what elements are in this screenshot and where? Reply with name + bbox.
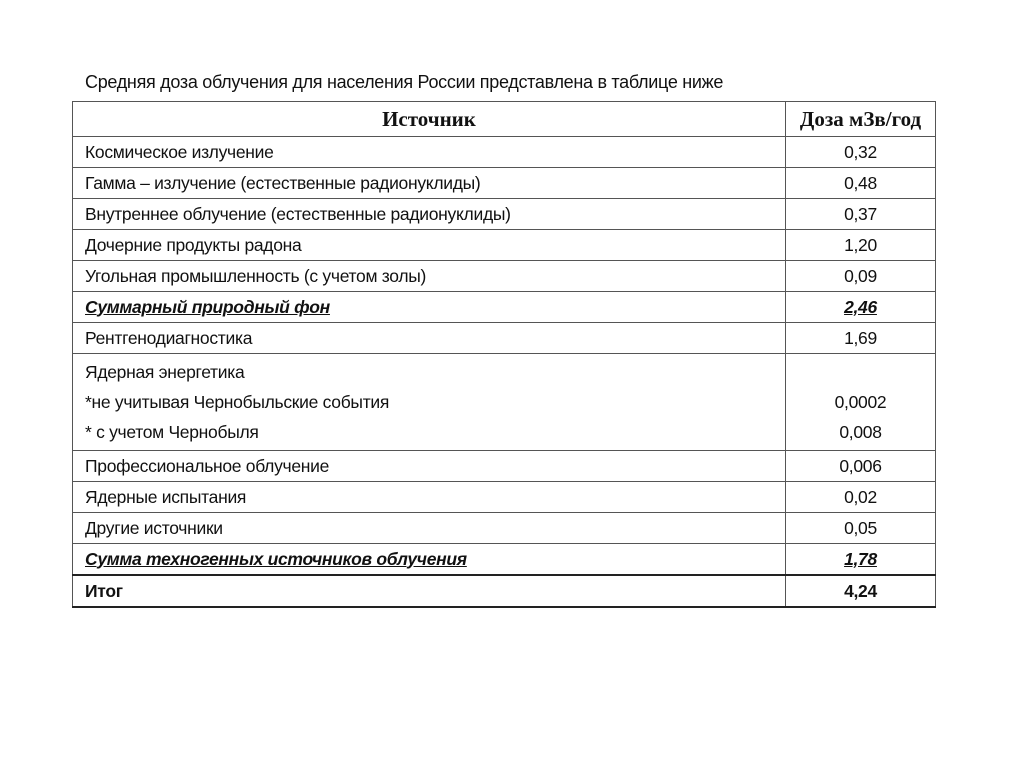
nuclear-dose1: 0,0002	[834, 392, 887, 412]
dose-cell: 1,20	[786, 230, 936, 261]
table-row	[73, 261, 936, 292]
man-made-sum-row	[73, 544, 936, 576]
source-cell	[73, 354, 786, 451]
nuclear-line2: * с учетом Чернобыля	[85, 422, 259, 442]
source-cell: Внутреннее облучение (естественные радионуклиды)	[73, 199, 786, 230]
dose-table	[72, 101, 936, 608]
source-cell: Дочерние продукты радона	[73, 230, 786, 261]
natural-sum-row	[73, 292, 936, 323]
dose-cell	[786, 354, 936, 451]
dose-cell: 0,05	[786, 513, 936, 544]
header-dose: Доза мЗв/год	[786, 102, 936, 137]
nuclear-dose2: 0,008	[839, 422, 882, 442]
dose-cell: 0,37	[786, 199, 936, 230]
dose-cell: 2,46	[786, 292, 936, 323]
source-cell: Итог	[73, 575, 786, 607]
table-row	[73, 513, 936, 544]
source-cell: Угольная промышленность (с учетом золы)	[73, 261, 786, 292]
table-row	[73, 199, 936, 230]
dose-cell: 0,09	[786, 261, 936, 292]
dose-cell: 1,78	[786, 544, 936, 576]
nuclear-row	[73, 354, 936, 451]
dose-cell: 4,24	[786, 575, 936, 607]
total-row	[73, 575, 936, 607]
dose-cell: 0,006	[786, 451, 936, 482]
table-row	[73, 230, 936, 261]
source-cell: Сумма техногенных источников облучения	[73, 544, 786, 576]
table-row	[73, 482, 936, 513]
header-source: Источник	[73, 102, 786, 137]
source-cell: Другие источники	[73, 513, 786, 544]
nuclear-title: Ядерная энергетика	[85, 362, 245, 382]
table-row	[73, 137, 936, 168]
source-cell: Космическое излучение	[73, 137, 786, 168]
source-cell: Ядерные испытания	[73, 482, 786, 513]
table-row	[73, 168, 936, 199]
dose-cell: 0,32	[786, 137, 936, 168]
source-cell: Суммарный природный фон	[73, 292, 786, 323]
page-title: Средняя доза облучения для населения России представлена в таблице ниже	[85, 72, 724, 92]
dose-cell: 0,48	[786, 168, 936, 199]
table-header	[73, 102, 936, 137]
source-cell: Рентгенодиагностика	[73, 323, 786, 354]
nuclear-line1: *не учитывая Чернобыльские события	[85, 392, 390, 412]
dose-cell: 0,02	[786, 482, 936, 513]
source-cell: Гамма – излучение (естественные радионуклиды)	[73, 168, 786, 199]
table-row	[73, 323, 936, 354]
table-row	[73, 451, 936, 482]
dose-cell: 1,69	[786, 323, 936, 354]
source-cell: Профессиональное облучение	[73, 451, 786, 482]
